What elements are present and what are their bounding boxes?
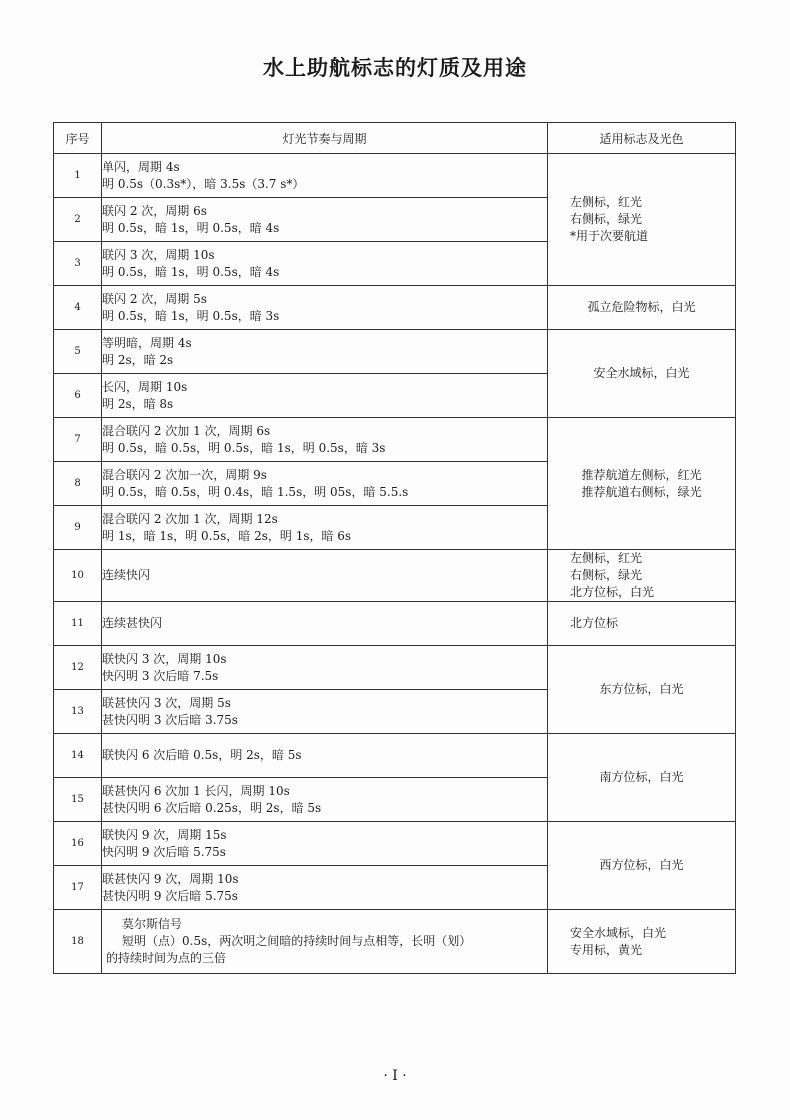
rhythm-cell xyxy=(102,286,548,330)
rhythm-cell xyxy=(102,506,548,550)
rhythm-cell xyxy=(102,462,548,506)
table-row xyxy=(54,154,736,198)
table-header-row xyxy=(54,123,736,154)
rhythm-line: 明 1s，暗 1s，明 0.5s，暗 2s，明 1s，暗 6s xyxy=(102,528,352,543)
rhythm-line: 联快闪 6 次后暗 0.5s，明 2s，暗 5s xyxy=(102,748,302,762)
use-line: 推荐航道左侧标，红光 xyxy=(581,467,702,482)
row-number: 18 xyxy=(54,910,102,974)
header-seq: 序号 xyxy=(54,123,102,154)
rhythm-line: 联甚快闪 6 次加 1 长闪，周期 10s xyxy=(102,783,290,798)
rhythm-line: 明 0.5s，暗 0.5s，明 0.4s，暗 1.5s，明 05s，暗 5.5.s xyxy=(102,484,409,499)
use-cell: 西方位标，白光 xyxy=(548,822,736,910)
use-line: 北方位标，白光 xyxy=(570,585,655,599)
rhythm-cell xyxy=(102,198,548,242)
rhythm-line: 联快闪 3 次，周期 10s xyxy=(102,651,227,666)
row-number: 6 xyxy=(54,374,102,418)
rhythm-line: 联闪 3 次，周期 10s xyxy=(102,247,215,262)
table-row xyxy=(54,330,736,374)
row-number: 5 xyxy=(54,330,102,374)
use-cell: 孤立危险物标，白光 xyxy=(548,286,736,330)
rhythm-line: 明 0.5s，暗 0.5s，明 0.5s，暗 1s，明 0.5s，暗 3s xyxy=(102,440,386,455)
table-row xyxy=(54,734,736,778)
use-line: 左侧标，红光 xyxy=(570,195,643,209)
rhythm-line: 混合联闪 2 次加 1 次，周期 12s xyxy=(102,511,278,526)
rhythm-cell xyxy=(102,242,548,286)
use-cell: 东方位标，白光 xyxy=(548,646,736,734)
use-line: 专用标，黄光 xyxy=(570,942,643,957)
use-cell: 南方位标，白光 xyxy=(548,734,736,822)
table-row xyxy=(54,418,736,462)
use-line: 右侧标，绿光 xyxy=(570,212,643,226)
table-row xyxy=(54,822,736,866)
rhythm-line: 莫尔斯信号 xyxy=(122,917,183,931)
use-cell xyxy=(548,550,736,602)
light-character-table xyxy=(53,122,736,974)
rhythm-line: 明 2s，暗 2s xyxy=(102,352,174,367)
rhythm-line: 混合联闪 2 次加 1 次，周期 6s xyxy=(102,423,271,438)
rhythm-cell xyxy=(102,330,548,374)
rhythm-line: 甚快闪明 9 次后暗 5.75s xyxy=(102,888,238,903)
rhythm-line: 连续快闪 xyxy=(102,568,151,582)
rhythm-line: 甚快闪明 6 次后暗 0.25s，明 2s，暗 5s xyxy=(102,800,322,815)
rhythm-cell xyxy=(102,866,548,910)
use-cell xyxy=(548,910,736,974)
row-number: 3 xyxy=(54,242,102,286)
row-number: 11 xyxy=(54,602,102,646)
table-row xyxy=(54,602,736,646)
rhythm-line: 联闪 2 次，周期 5s xyxy=(102,291,207,306)
rhythm-line: 短明（点）0.5s，两次明之间暗的持续时间与点相等，长明（划） xyxy=(122,934,472,948)
table-row xyxy=(54,646,736,690)
table-row xyxy=(54,286,736,330)
row-number: 4 xyxy=(54,286,102,330)
use-cell xyxy=(548,418,736,550)
table-row xyxy=(54,550,736,602)
rhythm-line: 快闪明 3 次后暗 7.5s xyxy=(102,668,219,683)
rhythm-line: 明 2s，暗 8s xyxy=(102,396,174,411)
row-number: 1 xyxy=(54,154,102,198)
use-line: 左侧标，红光 xyxy=(570,551,643,565)
rhythm-line: 长闪，周期 10s xyxy=(102,379,188,394)
row-number: 8 xyxy=(54,462,102,506)
header-use: 适用标志及光色 xyxy=(548,123,736,154)
rhythm-line: 明 0.5s，暗 1s，明 0.5s，暗 4s xyxy=(102,220,280,235)
rhythm-cell xyxy=(102,778,548,822)
rhythm-line: 联快闪 9 次，周期 15s xyxy=(102,827,227,842)
row-number: 9 xyxy=(54,506,102,550)
rhythm-line: 快闪明 9 次后暗 5.75s xyxy=(102,844,226,859)
use-cell xyxy=(548,154,736,286)
page-title: 水上助航标志的灯质及用途 xyxy=(263,56,527,80)
rhythm-cell xyxy=(102,374,548,418)
rhythm-line: 明 0.5s，暗 1s，明 0.5s，暗 4s xyxy=(102,264,280,279)
rhythm-line: 明 0.5s，暗 1s，明 0.5s，暗 3s xyxy=(102,308,280,323)
rhythm-line: 等明暗，周期 4s xyxy=(102,335,192,350)
row-number: 10 xyxy=(54,550,102,602)
rhythm-cell xyxy=(102,646,548,690)
rhythm-line: 单闪，周期 4s xyxy=(102,159,180,174)
rhythm-cell xyxy=(102,822,548,866)
rhythm-cell xyxy=(102,690,548,734)
row-number: 14 xyxy=(54,734,102,778)
rhythm-cell xyxy=(102,734,548,778)
rhythm-line: 甚快闪明 3 次后暗 3.75s xyxy=(102,712,238,727)
rhythm-line: 联甚快闪 9 次，周期 10s xyxy=(102,871,239,886)
table-row xyxy=(54,910,736,974)
rhythm-cell xyxy=(102,154,548,198)
use-line: 右侧标，绿光 xyxy=(570,568,643,582)
rhythm-line: 联闪 2 次，周期 6s xyxy=(102,203,207,218)
use-line: *用于次要航道 xyxy=(570,229,649,243)
row-number: 13 xyxy=(54,690,102,734)
use-line: 安全水域标，白光 xyxy=(570,925,667,940)
use-line: 推荐航道右侧标，绿光 xyxy=(581,484,702,499)
rhythm-cell xyxy=(102,602,548,646)
row-number: 7 xyxy=(54,418,102,462)
use-cell: 安全水域标，白光 xyxy=(548,330,736,418)
rhythm-cell xyxy=(102,550,548,602)
row-number: 17 xyxy=(54,866,102,910)
header-rhythm: 灯光节奏与周期 xyxy=(102,123,548,154)
rhythm-line: 连续甚快闪 xyxy=(102,616,163,630)
rhythm-cell xyxy=(102,910,548,974)
page-number: · I · xyxy=(383,1068,407,1084)
row-number: 12 xyxy=(54,646,102,690)
rhythm-line: 的持续时间为点的三倍 xyxy=(106,951,227,965)
rhythm-line: 混合联闪 2 次加一次，周期 9s xyxy=(102,467,267,482)
rhythm-line: 联甚快闪 3 次，周期 5s xyxy=(102,695,231,710)
row-number: 15 xyxy=(54,778,102,822)
rhythm-cell xyxy=(102,418,548,462)
row-number: 16 xyxy=(54,822,102,866)
rhythm-line: 明 0.5s（0.3s*），暗 3.5s（3.7 s*） xyxy=(102,176,305,191)
use-cell: 北方位标 xyxy=(548,602,736,646)
row-number: 2 xyxy=(54,198,102,242)
